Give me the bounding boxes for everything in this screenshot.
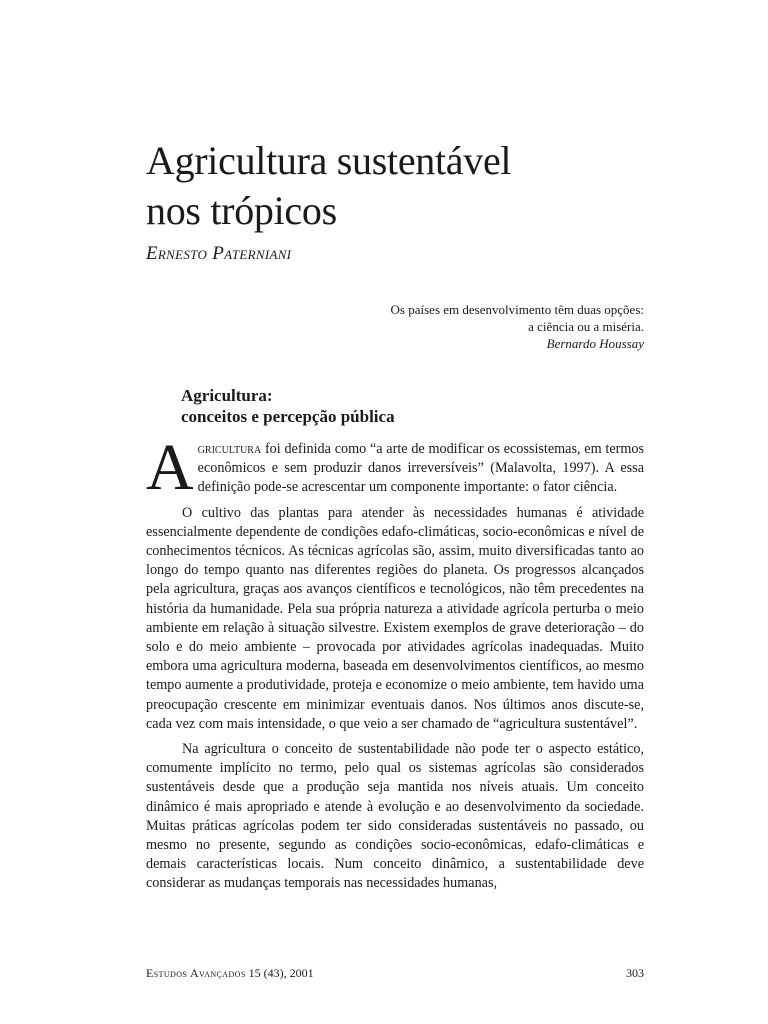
- paragraph-3: Na agricultura o conceito de sustentabilidade não pode ter o aspecto estático, comumente implícito no termo, pelo qual os sistemas agrícolas são considerados sustentáveis desde que a produção seja mantida nos níveis atuais. Um conceito dinâmico é mais apropriado e atende à evolução e ao desenvolvimento da sociedade. Muitas práticas agrícolas podem ter sido consideradas sustentáveis no passado, ou mesmo no presente, segundo as condições socio-econômicas, edafo-climáticas e demais características locais. Num conceito dinâmico, a sustentabilidade deve considerar as mudanças temporais nas necessidades humanas,: [146, 741, 644, 892]
- paragraph-1-text: foi definida como “a arte de modificar os ecossistemas, em termos econômicos e sem produzir danos irreversíveis” (Malavolta, 1997). A essa definição pode-se acrescentar um componente importante: o fator ciência.: [197, 441, 644, 496]
- title-line-2: nos trópicos: [146, 188, 337, 233]
- author-name: Ernesto Paterniani: [146, 243, 292, 264]
- epigraph-line-1: Os países em desenvolvimento têm duas opções:: [390, 302, 644, 317]
- article-title: [146, 136, 666, 236]
- journal-name: Estudos Avançados: [146, 966, 246, 980]
- paragraph-2: O cultivo das plantas para atender às necessidades humanas é atividade essencialmente dependente de condições edafo-climáticas, socio-econômicas e nível de conhecimentos técnicos. As técnicas agrícolas são, assim, muito diversificadas tanto ao longo do tempo quanto nas diferentes regiões do planeta. Os progressos alcançados pela agricultura, graças aos avanços científicos e tecnológicos, não têm precedentes na história da humanidade. Pela sua própria natureza a atividade agrícola perturba o meio ambiente em relação à situação silvestre. Existem exemplos de grave deterioração – do solo e do meio ambiente – provocada por atividades agrícolas inadequadas. Muito embora uma agricultura moderna, baseada em desenvolvimentos científicos, ao mesmo tempo aumente a produtividade, proteja e economize o meio ambiente, tem havido uma preocupação crescente em minimizar eventuais danos. Nos últimos anos discute-se, cada vez com mais intensidade, o que veio a ser chamado de “agricultura sustentável”.: [146, 504, 644, 732]
- article-body: [146, 431, 644, 900]
- title-line-1: Agricultura sustentável: [146, 138, 512, 183]
- paragraph-1: [146, 431, 644, 504]
- first-word-smallcaps: gricultura: [197, 441, 262, 457]
- epigraph-author: Bernardo Houssay: [546, 336, 644, 351]
- epigraph: [224, 301, 644, 352]
- page-footer: [146, 966, 644, 981]
- journal-issue: 15 (43), 2001: [245, 966, 314, 980]
- section-heading-line-2: conceitos e percepção pública: [181, 407, 395, 426]
- section-heading-line-1: Agricultura:: [181, 386, 273, 405]
- page-number: 303: [626, 966, 644, 980]
- drop-cap: A: [146, 431, 194, 504]
- section-heading: [181, 385, 395, 427]
- epigraph-line-2: a ciência ou a miséria.: [528, 319, 644, 334]
